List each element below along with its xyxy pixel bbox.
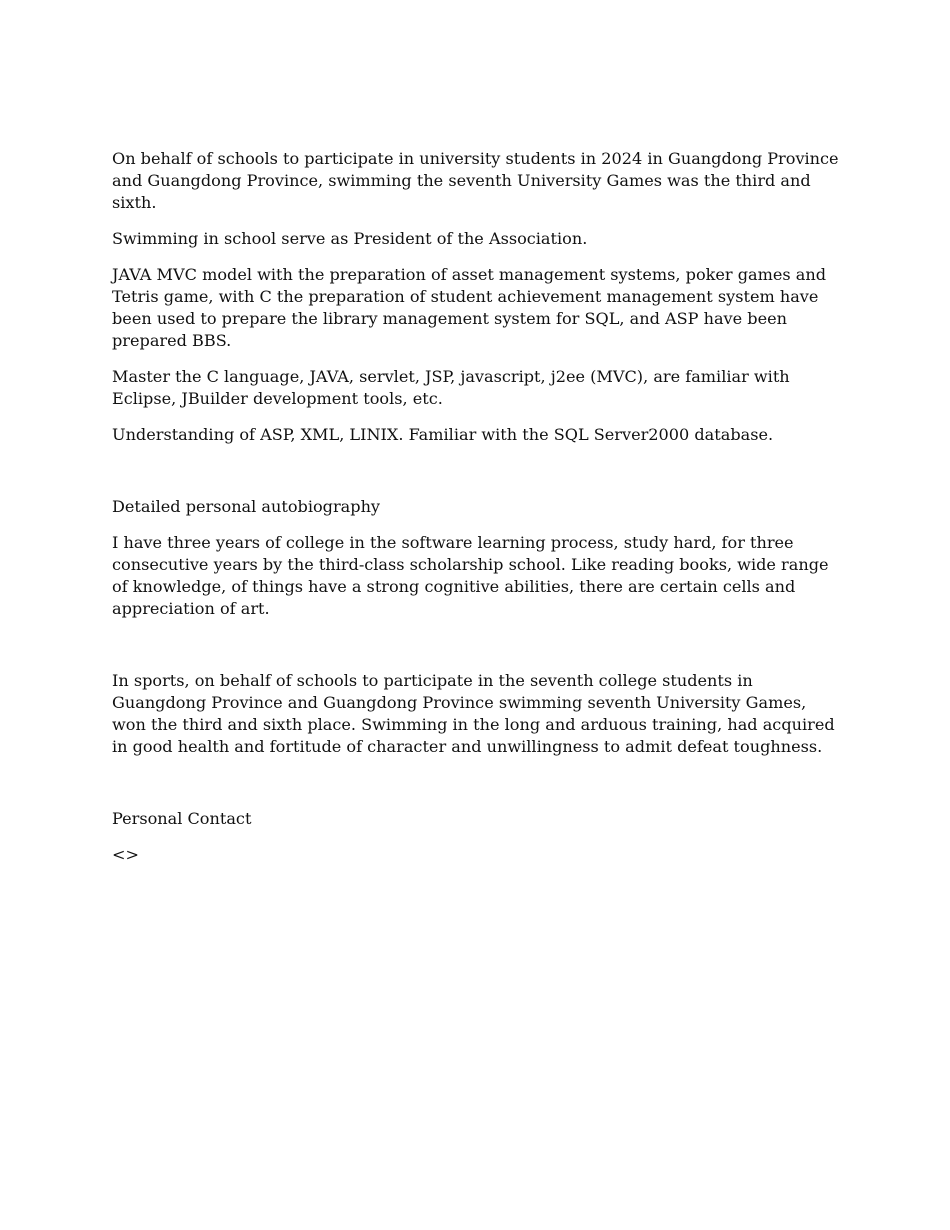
autobiography-heading: Detailed personal autobiography bbox=[112, 497, 381, 516]
paragraph-association-role: Swimming in school serve as President of the Association. bbox=[112, 229, 588, 248]
paragraph-sports-achievement: On behalf of schools to participate in university students in 2024 in Guangdong Province and Guangdong Province, swimming the seventh University Games was the third and sixth. bbox=[112, 149, 839, 212]
paragraph-projects: JAVA MVC model with the preparation of asset management systems, poker games and Tetris game, with C the preparation of student achievement management system have been used to prepare the library management system for SQL, and ASP have been prepared BBS. bbox=[112, 265, 827, 350]
blank-line bbox=[112, 634, 842, 656]
autobiography-paragraph-study: I have three years of college in the software learning process, study hard, for three consecutive years by the third-class scholarship school. Like reading books, wide range of knowledge, of things have a strong cognitive abilities, there are certain cells and appreciation of art. bbox=[112, 533, 829, 618]
blank-line bbox=[112, 460, 842, 482]
contact-value: <> bbox=[112, 845, 139, 864]
paragraph-skills: Master the C language, JAVA, servlet, JSP, javascript, j2ee (MVC), are familiar with Eclipse, JBuilder development tools, etc. bbox=[112, 367, 790, 408]
contact-heading: Personal Contact bbox=[112, 809, 252, 828]
blank-line bbox=[112, 772, 842, 794]
document-page bbox=[112, 148, 842, 880]
paragraph-technologies: Understanding of ASP, XML, LINIX. Familiar with the SQL Server2000 database. bbox=[112, 425, 774, 444]
autobiography-paragraph-sports: In sports, on behalf of schools to participate in the seventh college students in Guangdong Province and Guangdong Province swimming seventh University Games, won the third and sixth place. Swimming in the long and arduous training, had acquired in good health and fortitude of character and unwillingness to admit defeat toughness. bbox=[112, 671, 835, 756]
